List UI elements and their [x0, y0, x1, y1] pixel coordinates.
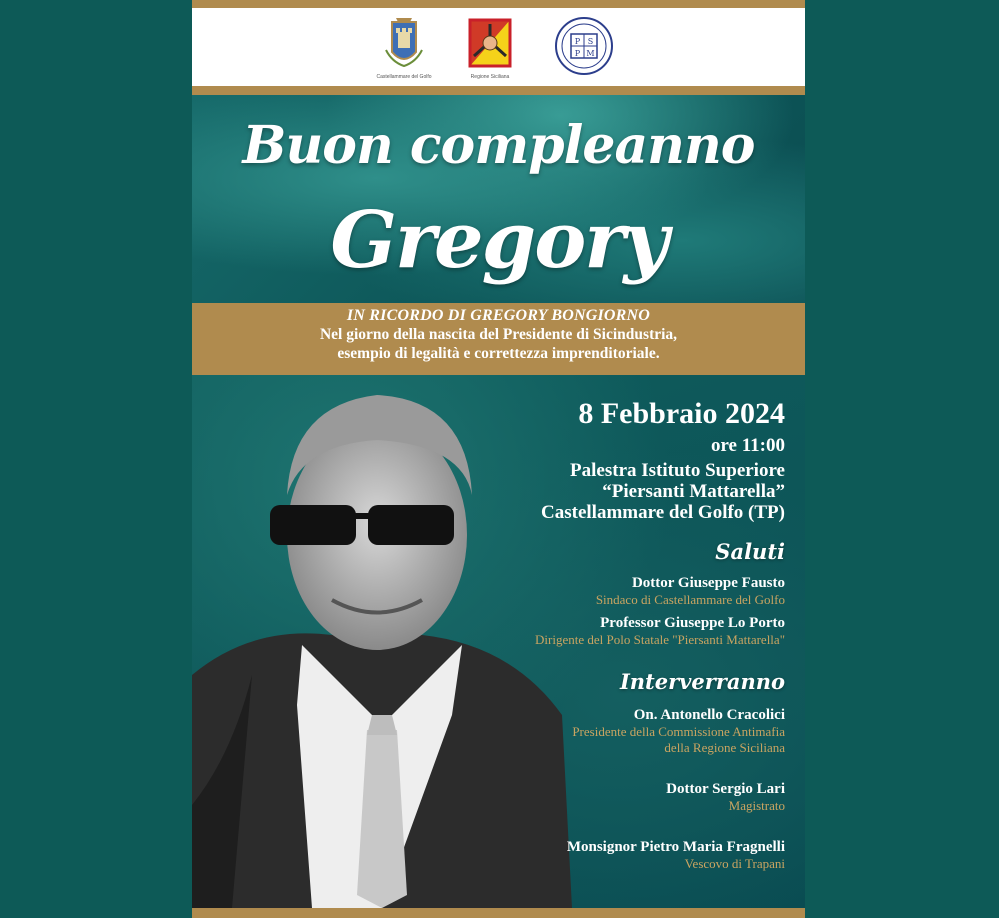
- speaker-role: Magistrato: [728, 798, 785, 813]
- svg-text:P: P: [574, 37, 581, 46]
- logo-caption-2: Regione Siciliana: [470, 74, 510, 80]
- speaker-entry: [535, 615, 785, 648]
- event-time: ore 11:00: [710, 435, 785, 456]
- svg-text:S: S: [587, 37, 594, 46]
- gold-divider: [192, 86, 805, 95]
- speaker-role-line-2: della Regione Siciliana: [664, 740, 785, 755]
- event-details-section: [192, 375, 805, 908]
- pspm-seal-icon: [554, 16, 614, 80]
- logo-caption-1: Castellammare del Golfo: [376, 74, 432, 80]
- portrait-photo: [192, 375, 572, 908]
- speaker-name: Dottor Giuseppe Fausto: [631, 575, 785, 591]
- svg-text:P: P: [574, 49, 581, 58]
- speaker-name: Monsignor Pietro Maria Fragnelli: [566, 839, 785, 855]
- memorial-banner: [192, 303, 805, 375]
- speaker-name: Dottor Sergio Lari: [666, 781, 785, 797]
- logos-band: [192, 8, 805, 86]
- speaker-role: Sindaco di Castellammare del Golfo: [595, 592, 785, 607]
- banner-heading: IN RICORDO DI GREGORY BONGIORNO: [346, 307, 651, 324]
- speaker-name: Professor Giuseppe Lo Porto: [600, 615, 785, 631]
- place-line-1: Palestra Istituto Superiore: [570, 460, 785, 481]
- saluti-heading: Saluti: [715, 539, 785, 564]
- sicily-trinacria-icon: [460, 16, 520, 80]
- speaker-role: Presidente della Commissione Antimafia: [572, 724, 785, 739]
- speaker-entry: [572, 707, 785, 756]
- speaker-entry: [567, 839, 785, 872]
- speaker-role: Dirigente del Polo Statale "Piersanti Mattarella": [535, 632, 785, 647]
- place-line-3: Castellammare del Golfo (TP): [541, 502, 785, 523]
- speaker-entry: [596, 575, 785, 608]
- castle-crest-icon: [374, 16, 434, 80]
- event-place: [541, 460, 785, 523]
- banner-line-3: esempio di legalità e correttezza imprenditoriale.: [337, 345, 660, 362]
- speaker-role: Vescovo di Trapani: [684, 856, 785, 871]
- top-gold-bar: [192, 0, 805, 8]
- svg-text:M: M: [586, 49, 595, 58]
- title-section: [192, 95, 805, 303]
- event-poster: [192, 0, 805, 918]
- bottom-gold-bar: [192, 908, 805, 918]
- event-date: 8 Febbraio 2024: [578, 397, 785, 430]
- interverranno-heading: Interverranno: [619, 669, 785, 694]
- title-line-1: Buon compleanno: [242, 115, 755, 176]
- title-line-2: Gregory: [330, 195, 667, 286]
- banner-line-2: Nel giorno della nascita del Presidente di Sicindustria,: [319, 326, 678, 343]
- place-line-2: “Piersanti Mattarella”: [602, 481, 785, 502]
- speaker-name: On. Antonello Cracolici: [633, 707, 785, 723]
- speaker-entry: [666, 781, 785, 814]
